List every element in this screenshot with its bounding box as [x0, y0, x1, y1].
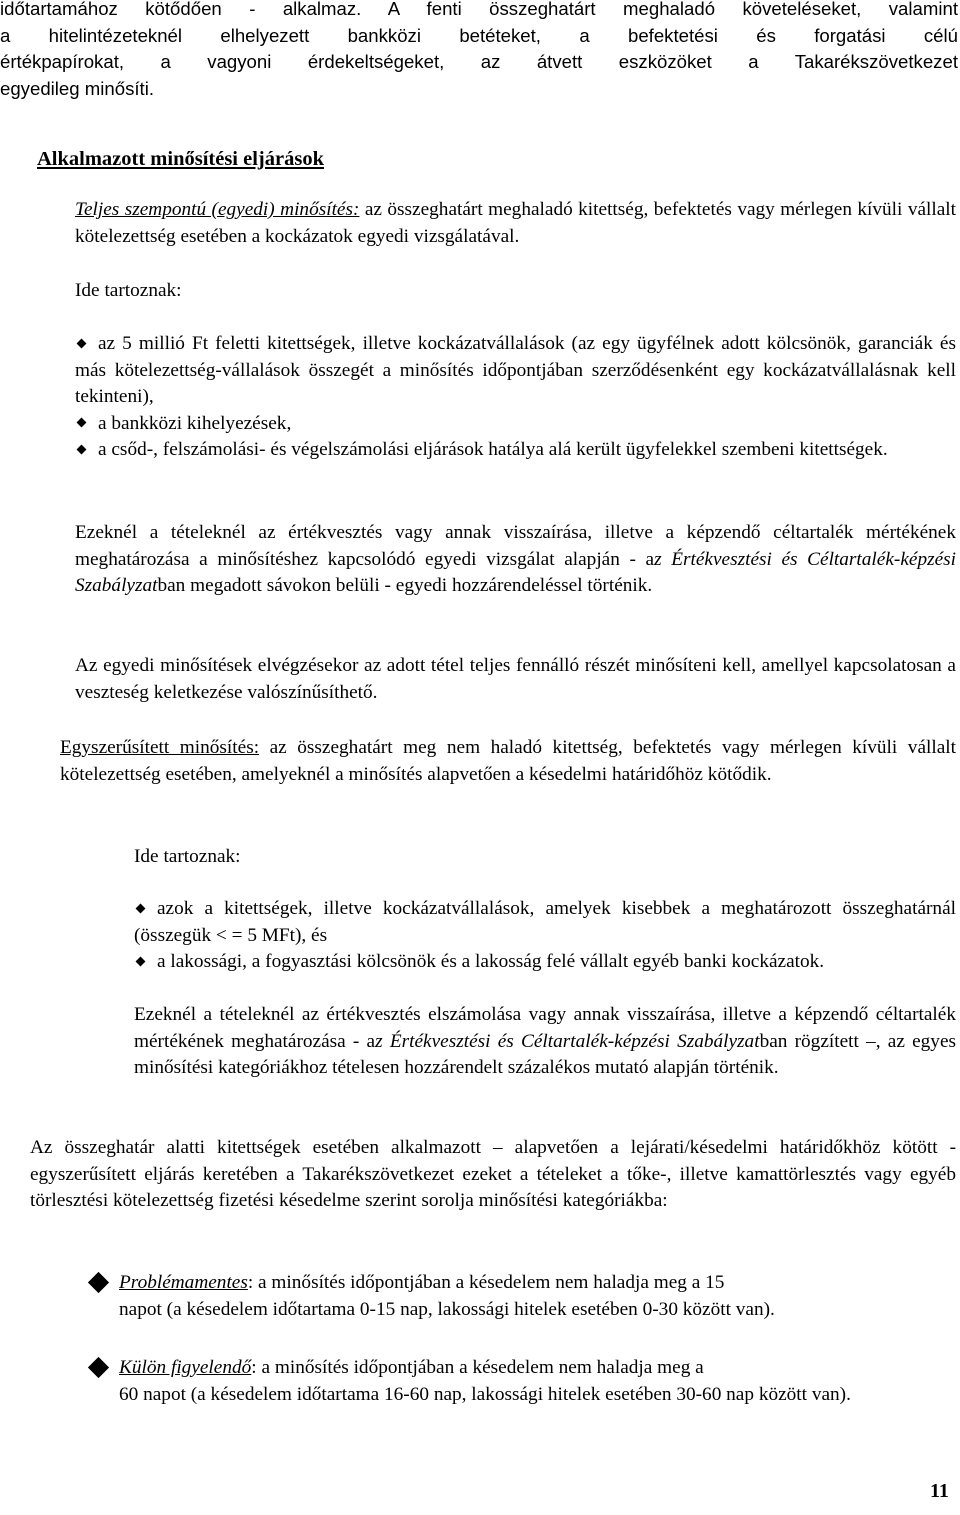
- list-item-text: a csőd-, felszámolási- és végelszámolási eljárások hatálya alá került ügyfelekkel szembeni kitettségek.: [98, 439, 888, 460]
- list-item: [75, 437, 956, 464]
- list-item: [134, 896, 956, 949]
- individual-items-list: [75, 331, 956, 464]
- category-problem-free: [88, 1270, 956, 1323]
- impairment-paragraph-1: [75, 520, 956, 600]
- category-line: napot (a késedelem időtartama 0-15 nap, lakossági hitelek esetében 0-30 között van).: [119, 1298, 775, 1320]
- full-assessment-label: Teljes szempontú (egyedi) minősítés:: [75, 199, 360, 220]
- section-heading: Alkalmazott minősítési eljárások: [37, 148, 324, 170]
- category-text: : a minősítés időpontjában a késedelem nem haladja meg a 15: [247, 1272, 725, 1293]
- bullet-diamond-icon: [77, 418, 87, 428]
- simplified-assessment-text: az összeghatárt meg nem haladó kitettség, befektetés vagy mérlegen kívüli vállalt kötelezettség esetében, amelyeknél a minősítés alapvetően a késedelmi határidőhöz kötődik.: [60, 737, 956, 785]
- bullet-diamond-icon: [136, 956, 146, 966]
- belongs-here-label: Ide tartoznak:: [75, 280, 182, 301]
- simplified-assessment-paragraph: [60, 735, 956, 788]
- belongs-here-label: Ide tartoznak:: [134, 846, 241, 867]
- list-item: [75, 411, 956, 438]
- below-threshold-paragraph: Az összeghatár alatti kitettségek esetében alkalmazott – alapvetően a lejárati/késedelmi határidőkhöz kötött - egyszerűsített eljárás keretében a Takarékszövetkezet ezeket a tételeket a tőke-, illetve kamattörlesztés vagy egyéb törlesztési kötelezettség fizetési késedelme szerint sorolja minősítési kategóriákba:: [30, 1137, 956, 1211]
- paragraph-text: Ezeknél a tételeknél az értékvesztés elszámolása vagy annak visszaírása, illetve a képzendő céltartalék mértékének meghatározása - a: [134, 1004, 956, 1052]
- paragraph-text: Ezeknél a tételeknél az értékvesztés vagy annak visszaírása, illetve a képzendő céltartalék mértékének meghatározása a minősítéshez kapcsolódó egyedi vizsgálat alapján - a: [75, 522, 956, 570]
- list-item: [75, 331, 956, 411]
- list-item-text: az 5 millió Ft feletti kitettségek, illetve kockázatvállalások (az egy ügyfélnek adott kölcsönök, garanciák és más kötelezettség-vállalások összegét a minősítés időpontjában szerződésenként egy kockázatvállalásnak kell tekinteni),: [75, 333, 956, 407]
- bullet-diamond-icon: [136, 903, 146, 913]
- intro-line: időtartamához kötődően - alkalmaz. A fenti összeghatárt meghaladó követeléseket, valamint: [0, 0, 958, 19]
- paragraph-text: ban megadott sávokon belüli - egyedi hozzárendeléssel történik.: [157, 575, 653, 596]
- bullet-large-diamond-icon: [88, 1272, 111, 1295]
- category-line: 60 napot (a késedelem időtartama 16-60 nap, lakossági hitelek esetében 30-60 nap között van).: [119, 1383, 851, 1405]
- category-line: [88, 1355, 956, 1382]
- simplified-assessment-label: Egyszerűsített minősítés:: [60, 737, 260, 758]
- list-item: [134, 949, 956, 976]
- regulation-name: z Értékvesztési és Céltartalék-képzési Szabályzat: [75, 548, 957, 596]
- impairment-paragraph-2: [134, 1002, 956, 1082]
- individual-assessment-paragraph: Az egyedi minősítések elvégzésekor az adott tétel teljes fennálló részét minősíteni kell, amellyel kapcsolatosan a veszteség keletkezése valószínűsíthető.: [75, 655, 956, 703]
- category-special-watch: [88, 1355, 956, 1408]
- simplified-items-list: [134, 896, 956, 976]
- category-line: [88, 1270, 956, 1297]
- intro-line: értékpapírokat, a vagyoni érdekeltségeket, az átvett eszközöket a Takarékszövetkezet: [0, 51, 958, 72]
- list-item-text: a bankközi kihelyezések,: [98, 412, 292, 434]
- full-assessment-text: az összeghatárt meghaladó kitettség, befektetés vagy mérlegen kívüli vállalt kötelezettség esetében a kockázatok egyedi vizsgálatával.: [75, 199, 957, 247]
- category-label: Külön figyelendő: [119, 1357, 252, 1378]
- list-item-text: azok a kitettségek, illetve kockázatvállalások, amelyek kisebbek a meghatározott összeghatárnál (összegük < = 5 MFt), és: [134, 898, 956, 946]
- intro-line: a hitelintézeteknél elhelyezett bankközi betéteket, a befektetési és forgatási célú: [0, 24, 958, 46]
- bullet-diamond-icon: [77, 338, 87, 348]
- intro-paragraph: [0, 0, 958, 102]
- regulation-name: z Értékvesztési és Céltartalék-képzési Szabályzat: [375, 1030, 760, 1052]
- page-number: 11: [930, 1480, 949, 1502]
- paragraph-text: ban rögzített –, az egyes minősítési kategóriákhoz tételesen hozzárendelt százalékos mutató alapján történik.: [134, 1030, 957, 1078]
- list-item-text: a lakossági, a fogyasztási kölcsönök és a lakosság felé vállalt egyéb banki kockázatok.: [157, 951, 825, 972]
- category-text: : a minősítés időpontjában a késedelem nem haladja meg a: [251, 1357, 704, 1378]
- intro-line: egyedileg minősíti.: [0, 77, 154, 99]
- full-assessment-paragraph: [75, 197, 956, 250]
- category-label: Problémamentes: [119, 1272, 248, 1293]
- bullet-diamond-icon: [77, 444, 87, 454]
- bullet-large-diamond-icon: [88, 1357, 111, 1380]
